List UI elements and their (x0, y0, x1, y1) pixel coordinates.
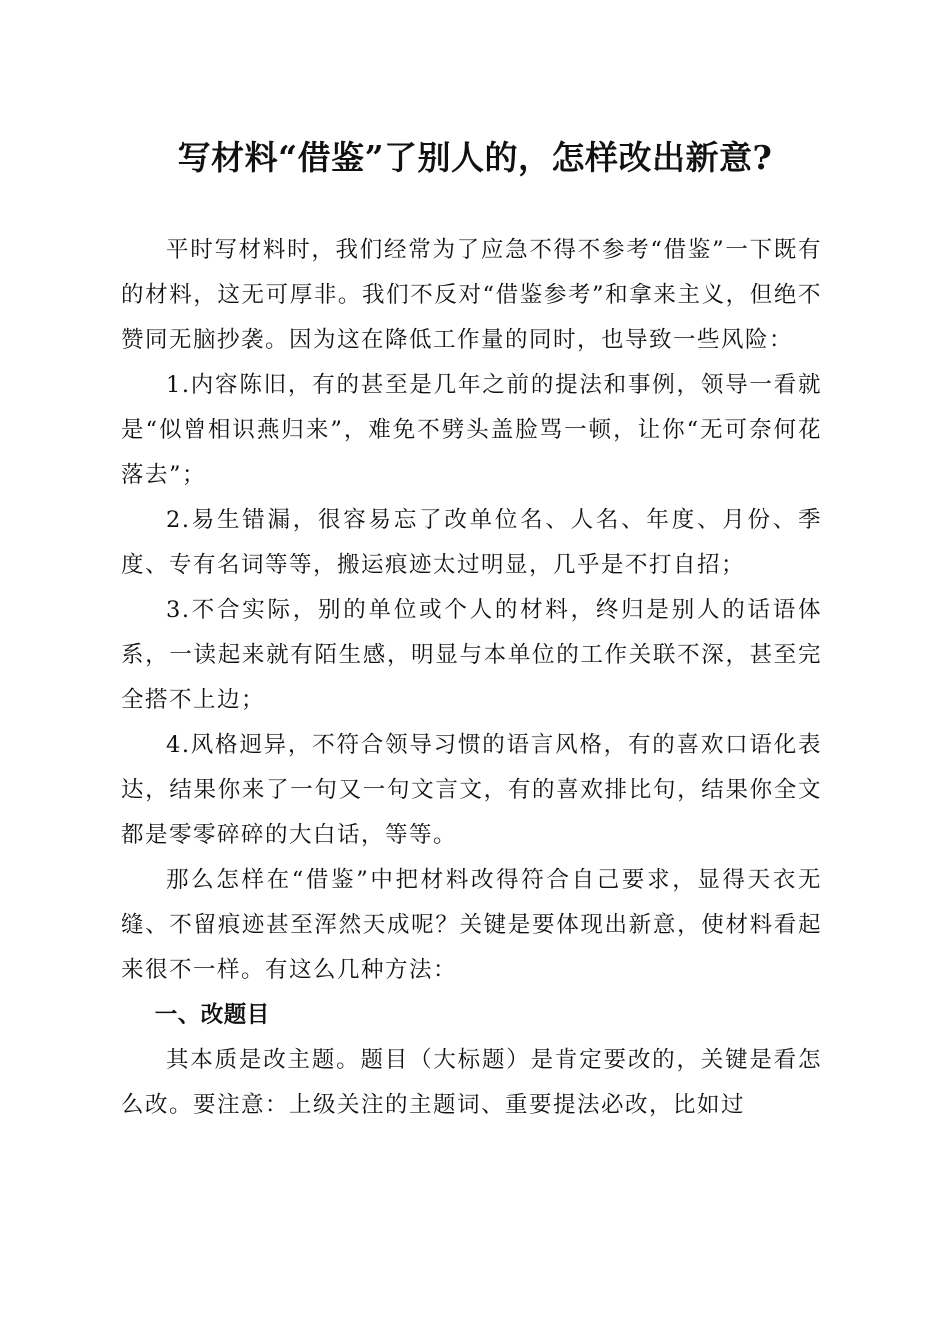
section-heading-1: 一、改题目 (154, 1002, 270, 1028)
intro-paragraph: 平时写材料时，我们经常为了应急不得不参考“借鉴”一下既有的材料，这无可厚非。我们不反对“借鉴参考”和拿来主义，但绝不赞同无脑抄袭。因为这在降低工作量的同时，也导致一些风险： (121, 237, 822, 353)
risk-item-4: 4.风格迥异，不符合领导习惯的语言风格，有的喜欢口语化表达，结果你来了一句又一句文言文，有的喜欢排比句，结果你全文都是零零碎碎的大白话，等等。 (121, 732, 822, 848)
transition-paragraph: 那么怎样在“借鉴”中把材料改得符合自己要求，显得天衣无缝、不留痕迹甚至浑然天成呢？关键是要体现出新意，使材料看起来很不一样。有这么几种方法： (121, 867, 822, 983)
risk-item-1: 1.内容陈旧，有的甚至是几年之前的提法和事例，领导一看就是“似曾相识燕归来”，难免不劈头盖脸骂一顿，让你“无可奈何花落去”； (121, 372, 822, 488)
risk-item-3: 3.不合实际，别的单位或个人的材料，终归是别人的话语体系，一读起来就有陌生感，明显与本单位的工作关联不深，甚至完全搭不上边； (121, 597, 822, 713)
section-1-paragraph: 其本质是改主题。题目（大标题）是肯定要改的，关键是看怎么改。要注意：上级关注的主题词、重要提法必改，比如过 (121, 1047, 822, 1118)
document-title: 写材料“借鉴”了别人的，怎样改出新意? (177, 138, 773, 177)
risk-item-2: 2.易生错漏，很容易忘了改单位名、人名、年度、月份、季度、专有名词等等，搬运痕迹太过明显，几乎是不打自招； (121, 507, 822, 578)
document-body (121, 228, 822, 1128)
